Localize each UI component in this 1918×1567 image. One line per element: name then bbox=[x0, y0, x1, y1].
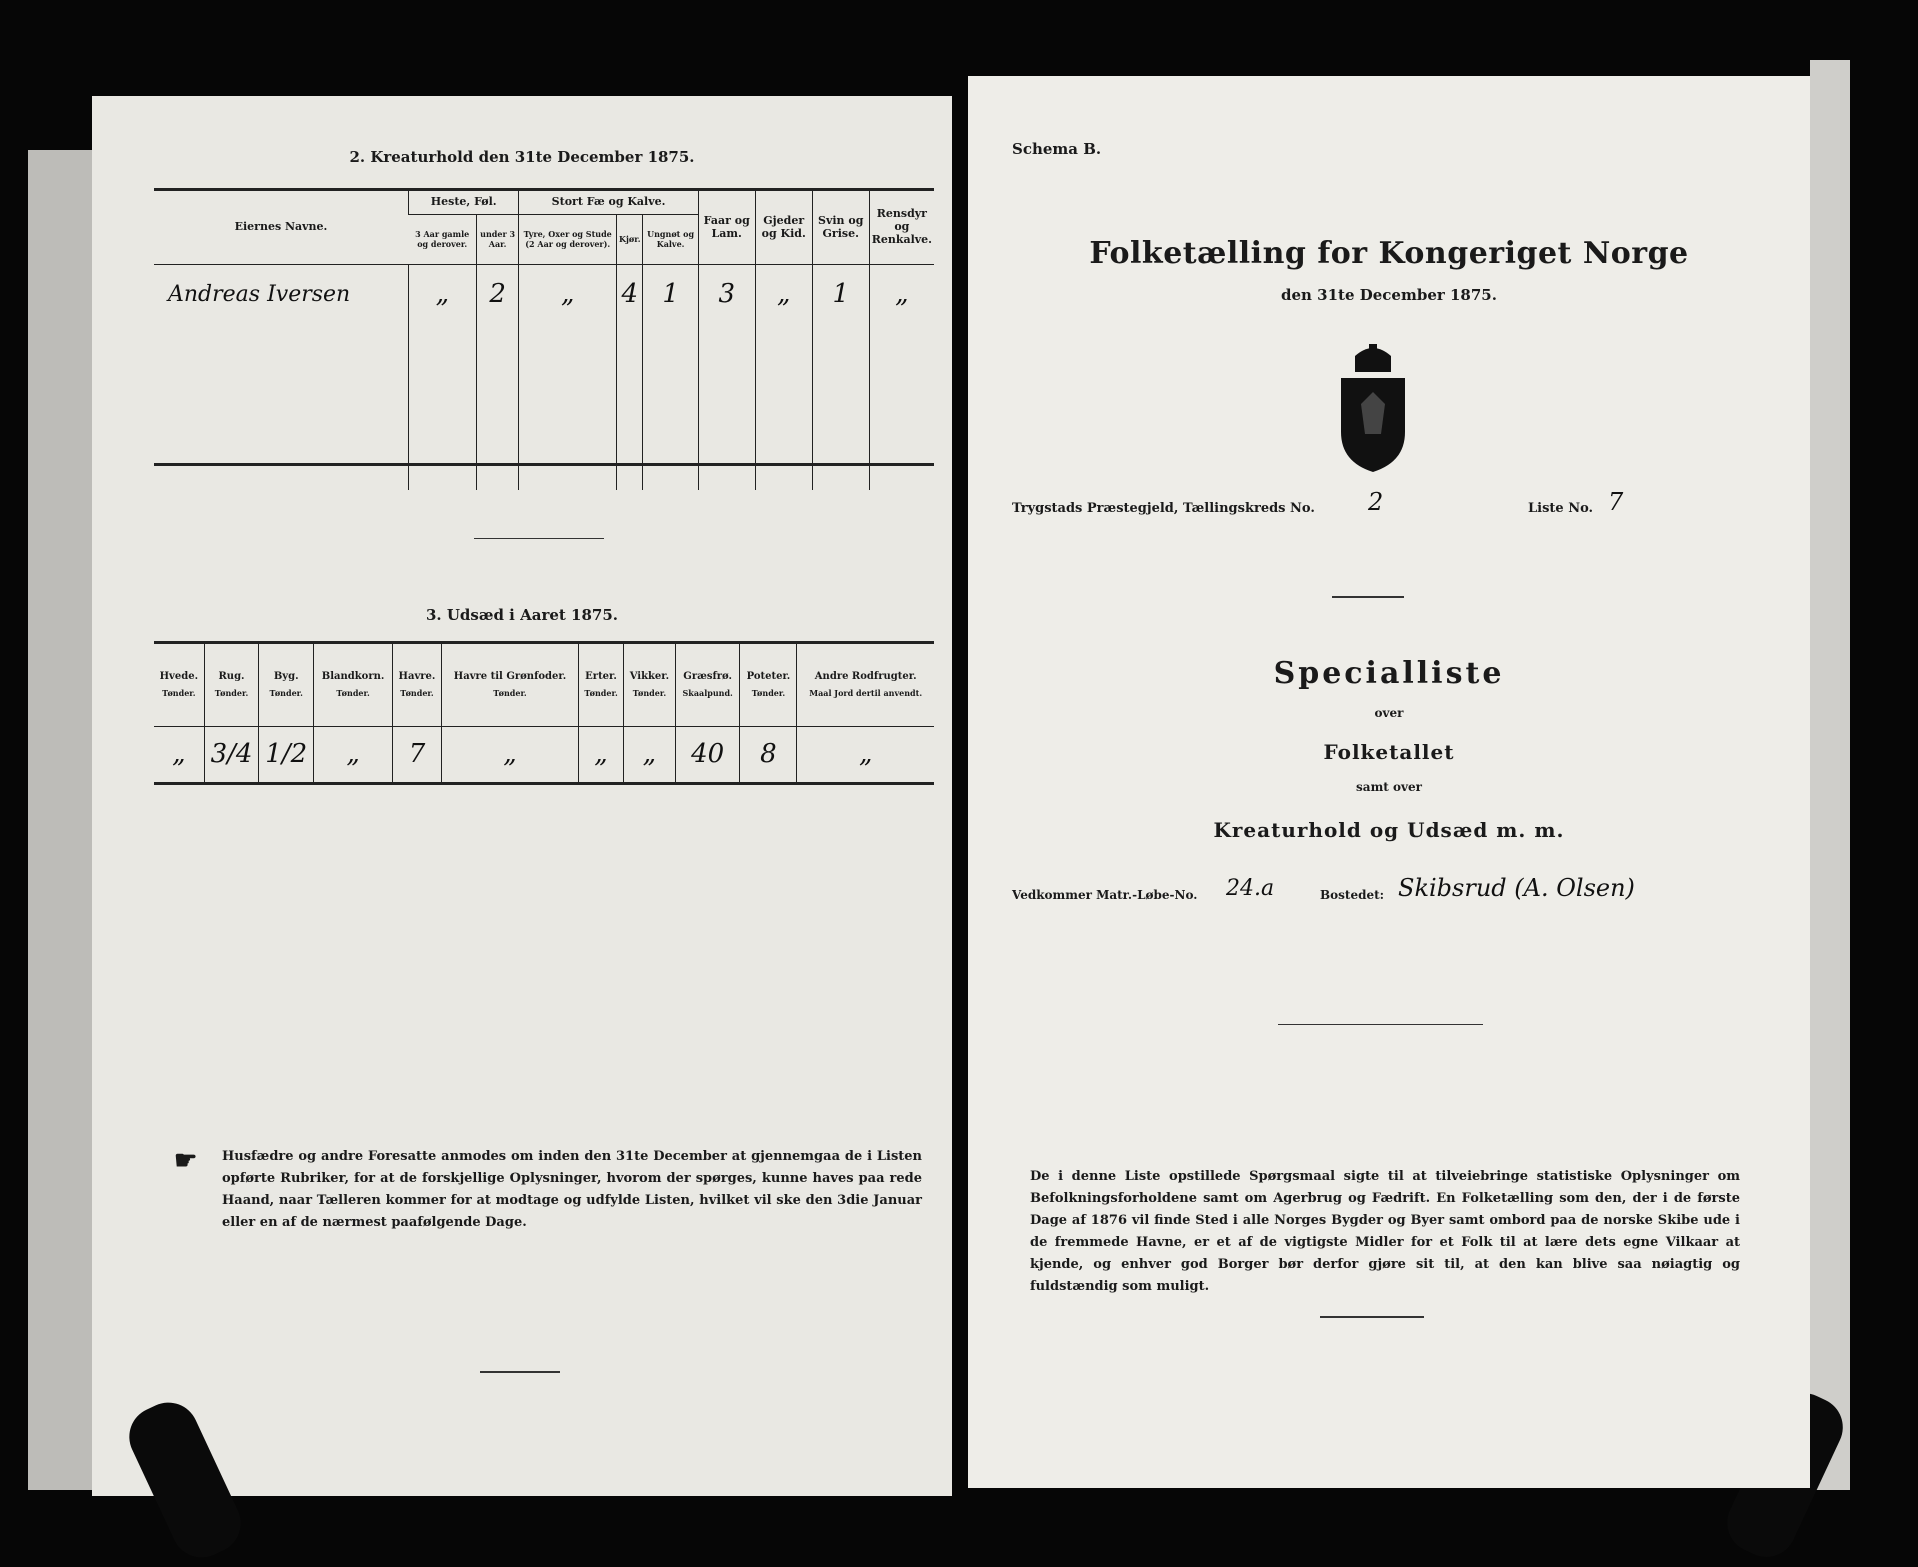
cell: 3 bbox=[698, 264, 755, 324]
seed-col-name: Græsfrø. bbox=[683, 671, 733, 683]
cell: 2 bbox=[476, 264, 519, 324]
seed-col-header bbox=[441, 644, 578, 726]
seed-col-unit: Tønder. bbox=[269, 688, 303, 699]
matr-label: Vedkommer Matr.-Løbe-No. bbox=[1012, 888, 1198, 902]
left-page-edge bbox=[28, 150, 92, 1490]
cell: „ bbox=[797, 726, 934, 782]
over-text: over bbox=[1374, 706, 1404, 720]
col-ungnot: Ungnøt og Kalve. bbox=[643, 214, 698, 264]
cell: 8 bbox=[740, 726, 797, 782]
seed-col-header bbox=[797, 644, 934, 726]
cell: „ bbox=[441, 726, 578, 782]
schema-label: Schema B. bbox=[1012, 140, 1102, 158]
list-label: Liste No. bbox=[1528, 501, 1594, 516]
seed-col-unit: Tønder. bbox=[162, 688, 196, 699]
district-no: 2 bbox=[1368, 488, 1384, 516]
seed-col-header bbox=[675, 644, 740, 726]
col-kjor: Kjør. bbox=[617, 214, 643, 264]
cell: „ bbox=[869, 264, 934, 324]
seed-col-unit: Tønder. bbox=[751, 688, 786, 699]
list-no: 7 bbox=[1608, 488, 1624, 516]
section2-title: 2. Kreaturhold den 31te December 1875. bbox=[349, 148, 695, 166]
seed-col-unit: Tønder. bbox=[336, 688, 370, 699]
col-owner: Eiernes Navne. bbox=[234, 220, 328, 234]
seed-col-name: Havre til Grønfoder. bbox=[453, 671, 567, 683]
seed-col-header bbox=[393, 644, 442, 726]
cell: 1 bbox=[812, 264, 869, 324]
owner-name: Andreas Iversen bbox=[168, 281, 351, 307]
section3-title: 3. Udsæd i Aaret 1875. bbox=[425, 606, 619, 624]
seed-col-name: Poteter. bbox=[746, 671, 791, 683]
seed-col-name: Blandkorn. bbox=[321, 671, 385, 683]
seed-col-name: Rug. bbox=[218, 671, 245, 683]
seed-col-unit: Tønder. bbox=[493, 688, 527, 699]
col-faar: Faar og Lam. bbox=[698, 190, 755, 264]
kreaturhold-title: Kreaturhold og Udsæd m. m. bbox=[1213, 818, 1565, 842]
col-heste: Heste, Føl. bbox=[409, 190, 519, 214]
seed-col-header bbox=[740, 644, 797, 726]
seed-col-header bbox=[314, 644, 393, 726]
cell: „ bbox=[519, 264, 617, 324]
col-svin: Svin og Grise. bbox=[812, 190, 869, 264]
left-page bbox=[92, 96, 952, 1496]
main-title: Folketælling for Kongeriget Norge bbox=[1089, 236, 1689, 271]
footnote: Husfædre og andre Foresatte anmodes om inden den 31te December at gjennemgaa de i Listen opførte Rubriker, for at de forskjellige Oplysninger, hvorom der spørges, kunne haves paa rede Haand, naar Tælleren kommer for at modtage og udfylde Listen, hvilket vil ske den 3die Januar eller en af de nærmest paafølgende Dage. bbox=[222, 1149, 922, 1230]
divider bbox=[1320, 1316, 1424, 1318]
livestock-table bbox=[154, 190, 934, 490]
cell: „ bbox=[409, 264, 477, 324]
matr-value: 24.a bbox=[1226, 876, 1275, 901]
seed-col-header bbox=[259, 644, 314, 726]
cell: „ bbox=[755, 264, 812, 324]
cell: 4 bbox=[617, 264, 643, 324]
seed-col-unit: Tønder. bbox=[632, 688, 667, 699]
cell: 1/2 bbox=[259, 726, 314, 782]
seed-col-name: Andre Rodfrugter. bbox=[814, 671, 917, 683]
divider bbox=[480, 1371, 560, 1373]
col-heste-young: under 3 Aar. bbox=[476, 214, 519, 264]
table-row bbox=[154, 264, 934, 324]
seed-col-name: Byg. bbox=[273, 671, 299, 683]
section3-bottom-rule bbox=[154, 782, 934, 785]
folketallet: Folketallet bbox=[1323, 740, 1455, 764]
bosted-label: Bostedet: bbox=[1320, 888, 1385, 902]
date-line: den 31te December 1875. bbox=[1281, 286, 1497, 304]
col-gjeder: Gjeder og Kid. bbox=[755, 190, 812, 264]
seed-col-name: Erter. bbox=[585, 671, 617, 683]
cell: 7 bbox=[393, 726, 442, 782]
samt-over: samt over bbox=[1356, 780, 1422, 794]
seed-col-unit: Tønder. bbox=[584, 688, 618, 699]
col-stort: Stort Fæ og Kalve. bbox=[519, 190, 698, 214]
seed-col-header bbox=[204, 644, 259, 726]
seed-col-name: Hvede. bbox=[159, 671, 199, 683]
divider bbox=[474, 538, 604, 539]
cell: 1 bbox=[643, 264, 698, 324]
seed-table bbox=[154, 644, 934, 782]
seed-col-unit: Tønder. bbox=[214, 688, 249, 699]
col-rensdyr: Rensdyr og Renkalve. bbox=[869, 190, 934, 264]
seed-col-header bbox=[579, 644, 624, 726]
seed-col-header bbox=[623, 644, 675, 726]
seed-col-unit: Tønder. bbox=[400, 688, 434, 699]
info-paragraph: De i denne Liste opstillede Spørgsmaal sigte til at tilveiebringe statistiske Oplysninger om Befolkningsforholdene samt om Agerbrug og Fædrift. En Folketælling som den, der i de første Dage af 1876 vil finde Sted i alle Norges Bygder og Byer samt ombord paa de norske Skibe ude i de fremmede Havne, er et af de vigtigste Midler for et Folk til at lære dets egne Vilkaar at kjende, og enhver god Borger bør derfor gjøre sit til, at den kan blive saa nøiagtig og fuldstændig som muligt. bbox=[1030, 1169, 1740, 1294]
pointing-hand-icon: ☛ bbox=[174, 1146, 198, 1176]
seed-col-name: Havre. bbox=[398, 671, 436, 683]
seed-col-header bbox=[154, 644, 204, 726]
right-page-stack bbox=[1810, 60, 1850, 1490]
cell: „ bbox=[623, 726, 675, 782]
divider bbox=[1278, 1024, 1483, 1025]
table-row bbox=[154, 726, 934, 782]
divider bbox=[1332, 596, 1404, 598]
cell: „ bbox=[579, 726, 624, 782]
cell: 40 bbox=[675, 726, 740, 782]
bosted-value: Skibsrud (A. Olsen) bbox=[1398, 874, 1635, 902]
section2-bottom-rule bbox=[154, 463, 934, 466]
cell: „ bbox=[314, 726, 393, 782]
right-page bbox=[968, 76, 1810, 1488]
col-heste-old: 3 Aar gamle og derover. bbox=[409, 214, 477, 264]
district-label: Trygstads Præstegjeld, Tællingskreds No. bbox=[1012, 501, 1315, 516]
seed-col-unit: Maal Jord dertil anvendt. bbox=[809, 688, 923, 699]
col-tyre: Tyre, Oxer og Stude (2 Aar og derover). bbox=[519, 214, 617, 264]
cell: „ bbox=[172, 739, 186, 770]
cell: 3/4 bbox=[204, 726, 259, 782]
seed-col-name: Vikker. bbox=[629, 671, 670, 683]
special-title: Specialliste bbox=[1273, 656, 1505, 691]
seed-col-unit: Skaalpund. bbox=[682, 688, 733, 699]
coat-of-arms-icon bbox=[1333, 344, 1413, 474]
